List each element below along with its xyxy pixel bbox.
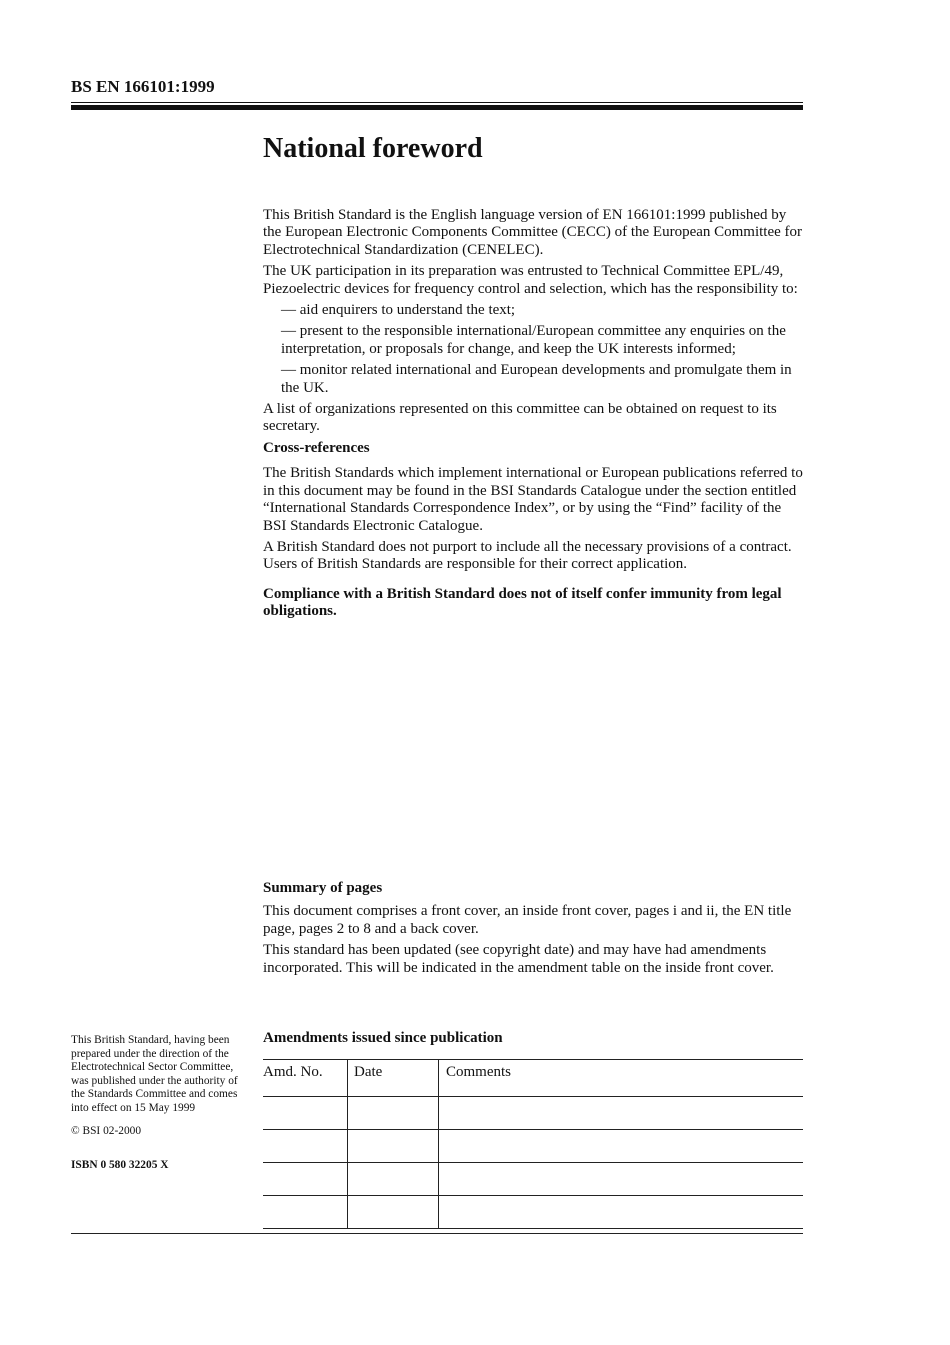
table-cell [348, 1163, 439, 1196]
table-header-row [263, 1060, 803, 1097]
column-header-amd-no: Amd. No. [263, 1060, 348, 1097]
document-code: BS EN 166101:1999 [71, 77, 215, 96]
responsibility-item: — present to the responsible international/European committee any enquiries on the interpretation, or proposals for change, and keep the UK interests informed; [281, 323, 786, 357]
publication-sidebar [71, 1034, 246, 1182]
copyright-notice: © BSI 02-2000 [71, 1125, 142, 1137]
header-thick-rule [71, 105, 803, 110]
responsibility-item: — aid enquirers to understand the text; [281, 302, 516, 319]
footer-rule [71, 1233, 803, 1234]
table-cell [439, 1163, 804, 1196]
publication-note: This British Standard, having been prepared under the direction of the Electrotechnical Sector Committee, was published under the authority of the Standards Committee and comes into effect on 15 May 1999 [71, 1034, 238, 1114]
header-thin-rule [71, 102, 803, 103]
amendments-heading: Amendments issued since publication [263, 1030, 503, 1046]
foreword-body [263, 207, 803, 625]
summary-of-pages [263, 880, 803, 981]
table-cell [263, 1163, 348, 1196]
contract-paragraph: A British Standard does not purport to include all the necessary provisions of a contract. Users of British Standards are responsible for their correct application. [263, 538, 792, 573]
table-cell [263, 1130, 348, 1163]
summary-paragraph: This document comprises a front cover, an inside front cover, pages i and ii, the EN title page, pages 2 to 8 and a back cover. [263, 903, 792, 937]
table-cell [439, 1097, 804, 1130]
table-cell [263, 1196, 348, 1229]
summary-heading: Summary of pages [263, 880, 383, 896]
amendments-table [263, 1059, 803, 1229]
column-header-comments: Comments [439, 1060, 804, 1097]
cross-references-paragraph: The British Standards which implement international or European publications referred to in this document may be found in the BSI Standards Catalogue under the section entitled “International Standards Correspondence Index”, or by using the “Find” facility of the BSI Standards Electronic Catalogue. [263, 465, 803, 534]
table-cell [263, 1097, 348, 1130]
table-cell [348, 1097, 439, 1130]
page-title: National foreword [263, 133, 483, 164]
summary-update-paragraph: This standard has been updated (see copyright date) and may have had amendments incorporated. This will be indicated in the amendment table on the inside front cover. [263, 942, 774, 976]
table-cell [348, 1196, 439, 1229]
participation-paragraph: The UK participation in its preparation was entrusted to Technical Committee EPL/49, Piezoelectric devices for frequency control and selection, which has the responsibility to: [263, 263, 798, 297]
table-cell [439, 1130, 804, 1163]
table-row [263, 1196, 803, 1229]
isbn-number: ISBN 0 580 32205 X [71, 1158, 169, 1171]
table-row [263, 1163, 803, 1196]
compliance-note: Compliance with a British Standard does not of itself confer immunity from legal obligations. [263, 585, 782, 620]
organizations-paragraph: A list of organizations represented on this committee can be obtained on request to its secretary. [263, 401, 777, 435]
column-header-date: Date [348, 1060, 439, 1097]
table-row [263, 1097, 803, 1130]
table-row [263, 1130, 803, 1163]
table-cell [439, 1196, 804, 1229]
cross-references-heading: Cross-references [263, 439, 370, 456]
responsibility-item: — monitor related international and European developments and promulgate them in the UK. [281, 362, 792, 396]
table-cell [348, 1130, 439, 1163]
intro-paragraph: This British Standard is the English language version of EN 166101:1999 published by the European Electronic Components Committee (CECC) of the European Committee for Electrotechnical Standardization (CENELEC). [263, 207, 803, 258]
